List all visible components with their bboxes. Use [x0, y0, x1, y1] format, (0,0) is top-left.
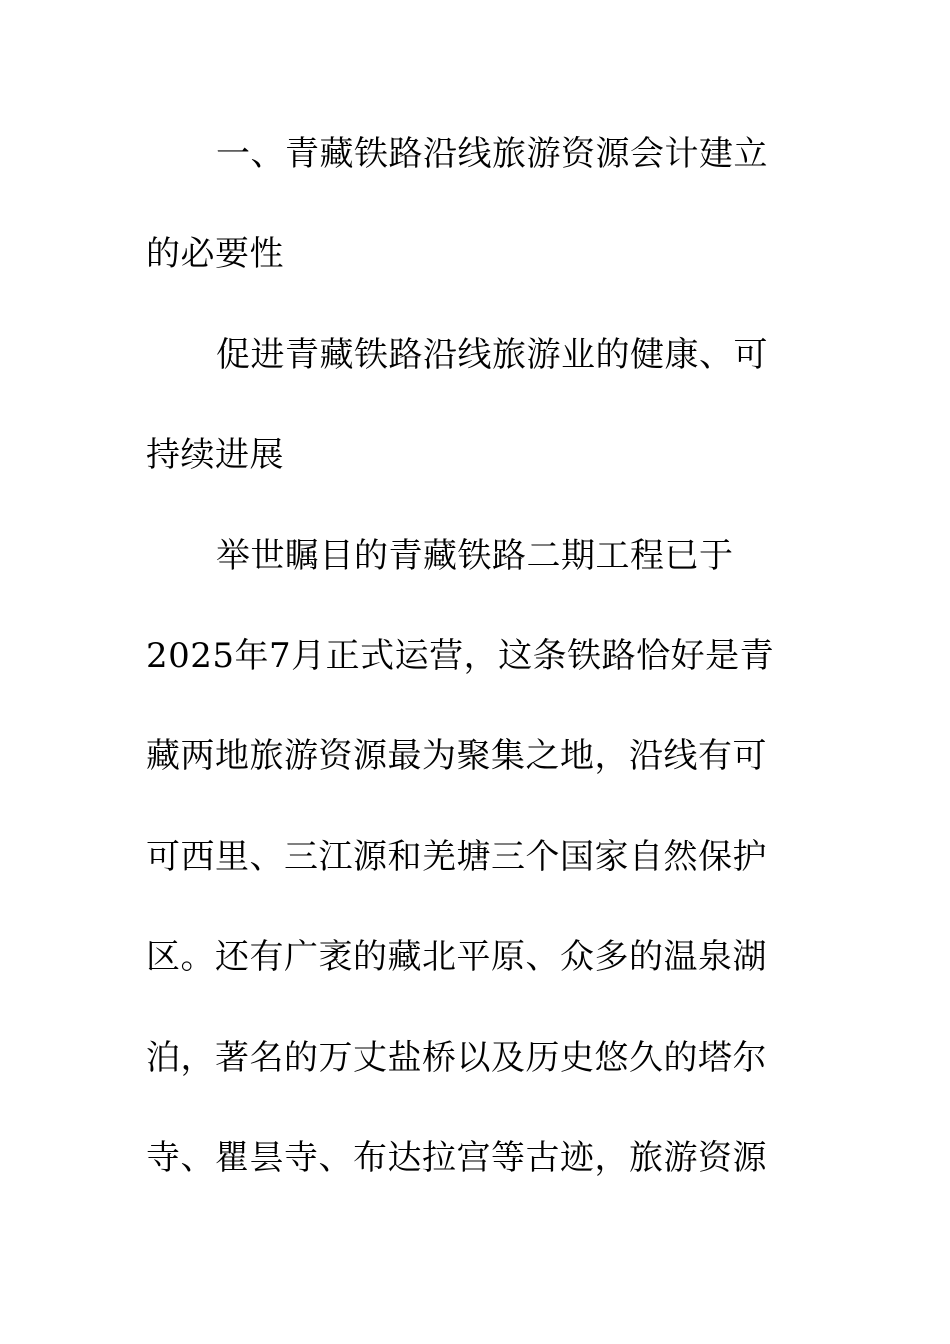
paragraph-line: 举世瞩目的青藏铁路二期工程已于 [216, 535, 734, 576]
subheading-line-1: 促进青藏铁路沿线旅游业的健康、可 [216, 334, 768, 375]
paragraph-line: 藏两地旅游资源最为聚集之地，沿线有可 [146, 736, 767, 777]
paragraph-line: 泊，著名的万丈盐桥以及历史悠久的塔尔 [146, 1037, 767, 1078]
subheading-line-2: 持续进展 [146, 435, 284, 476]
paragraph-line: 2025年7月正式运营，这条铁路恰好是青 [146, 635, 775, 676]
section-heading-line-1: 一、青藏铁路沿线旅游资源会计建立 [216, 134, 768, 174]
paragraph-line: 寺、瞿昙寺、布达拉宫等古迹，旅游资源 [146, 1137, 767, 1178]
paragraph-line: 区。还有广袤的藏北平原、众多的温泉湖 [146, 937, 767, 978]
paragraph-line: 可西里、三江源和羌塘三个国家自然保护 [146, 836, 767, 877]
document-body [146, 122, 786, 1226]
section-heading-line-2: 的必要性 [146, 234, 284, 275]
